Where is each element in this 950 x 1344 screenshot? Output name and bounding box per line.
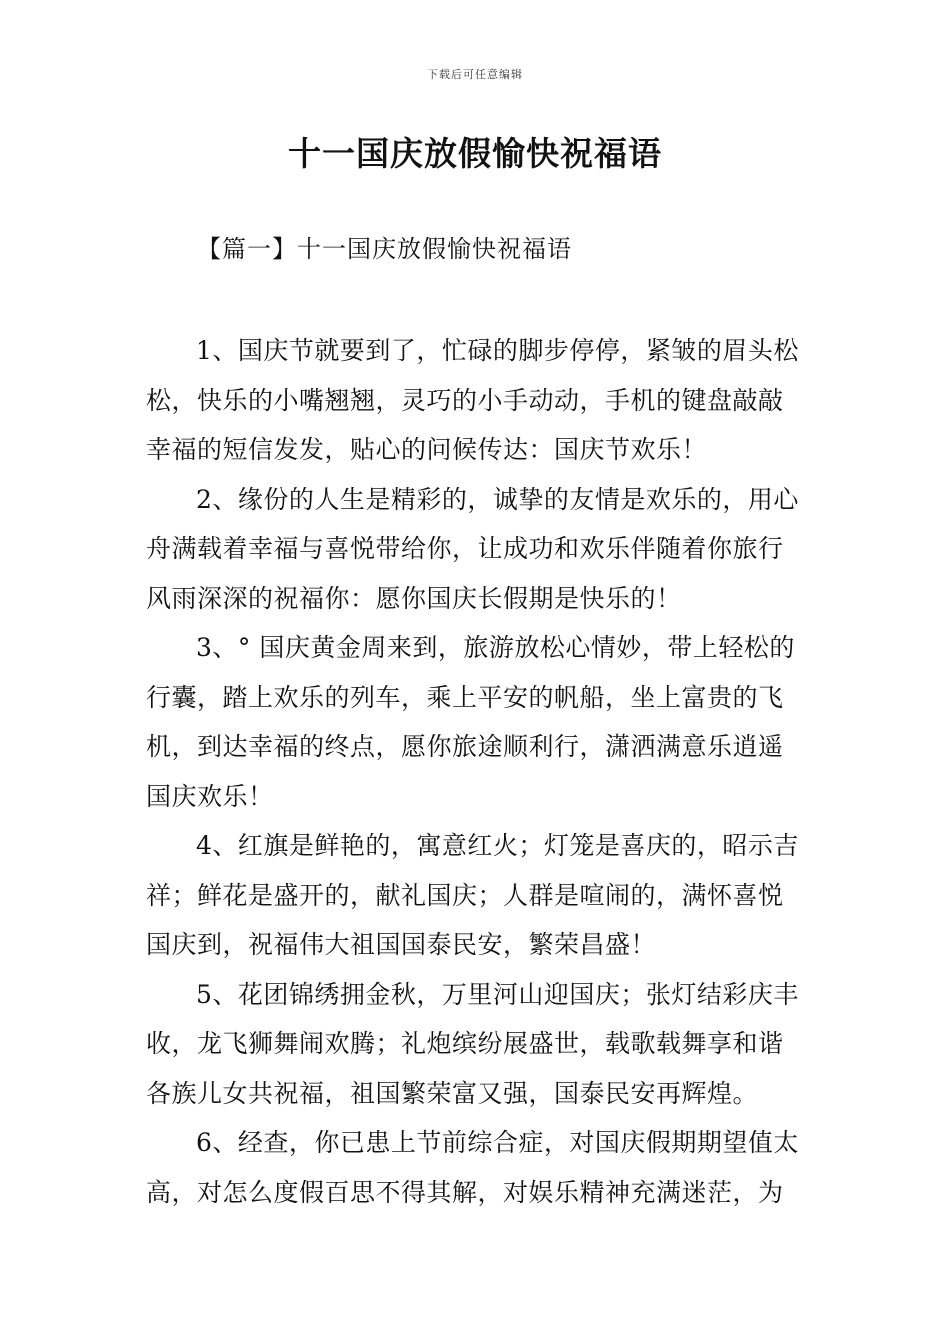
paragraph-4 [146, 821, 808, 970]
paragraph-line: 行囊，踏上欢乐的列车，乘上平安的帆船，坐上富贵的飞 [146, 682, 784, 712]
paragraph-line: 1、国庆节就要到了，忙碌的脚步停停，紧皱的眉头松 [196, 336, 799, 365]
paragraph-line: 收，龙飞狮舞闹欢腾；礼炮缤纷展盛世，载歌载舞享和谐 [146, 1029, 784, 1058]
paragraph-1 [146, 326, 808, 475]
paragraph-line: 5、花团锦绣拥金秋，万里河山迎国庆；张灯结彩庆丰 [196, 979, 799, 1009]
paragraph-line: 祥；鲜花是盛开的，献礼国庆；人群是喧闹的，满怀喜悦 [146, 880, 784, 910]
paragraph-line: 4、红旗是鲜艳的，寓意红火；灯笼是喜庆的，昭示吉 [196, 831, 799, 860]
paragraph-line: 国庆到，祝福伟大祖国国泰民安，繁荣昌盛！ [146, 930, 657, 959]
header-note: 下载后可任意编辑 [427, 68, 523, 81]
paragraph-line: 国庆欢乐！ [146, 781, 274, 811]
paragraph-5 [146, 970, 808, 1119]
paragraph-line: 高，对怎么度假百思不得其解，对娱乐精神充满迷茫，为 [146, 1177, 784, 1207]
paragraph-3 [146, 623, 808, 821]
paragraph-line: 机，到达幸福的终点，愿你旅途顺利行，潇洒满意乐逍遥 [146, 732, 784, 761]
body-text [146, 326, 808, 1217]
paragraph-line: 风雨深深的祝福你：愿你国庆长假期是快乐的！ [146, 583, 682, 613]
paragraph-line: 舟满载着幸福与喜悦带给你，让成功和欢乐伴随着你旅行 [146, 534, 784, 563]
section-heading: 【篇一】十一国庆放假愉快祝福语 [197, 235, 572, 263]
paragraph-line: 各族儿女共祝福，祖国繁荣富又强，国泰民安再辉煌。 [146, 1078, 759, 1108]
paragraph-6 [146, 1118, 808, 1217]
paragraph-line: 3、° 国庆黄金周来到，旅游放松心情妙，带上轻松的 [196, 633, 795, 662]
document-title: 十一国庆放假愉快祝福语 [288, 134, 662, 173]
paragraph-line: 松，快乐的小嘴翘翘，灵巧的小手动动，手机的键盘敲敲 [146, 385, 784, 415]
paragraph-line: 2、缘份的人生是精彩的，诚挚的友情是欢乐的，用心 [196, 484, 799, 514]
paragraph-2 [146, 475, 808, 624]
paragraph-line: 幸福的短信发发，贴心的问候传达：国庆节欢乐！ [146, 435, 708, 464]
paragraph-line: 6、经查，你已患上节前综合症，对国庆假期期望值太 [196, 1128, 799, 1157]
